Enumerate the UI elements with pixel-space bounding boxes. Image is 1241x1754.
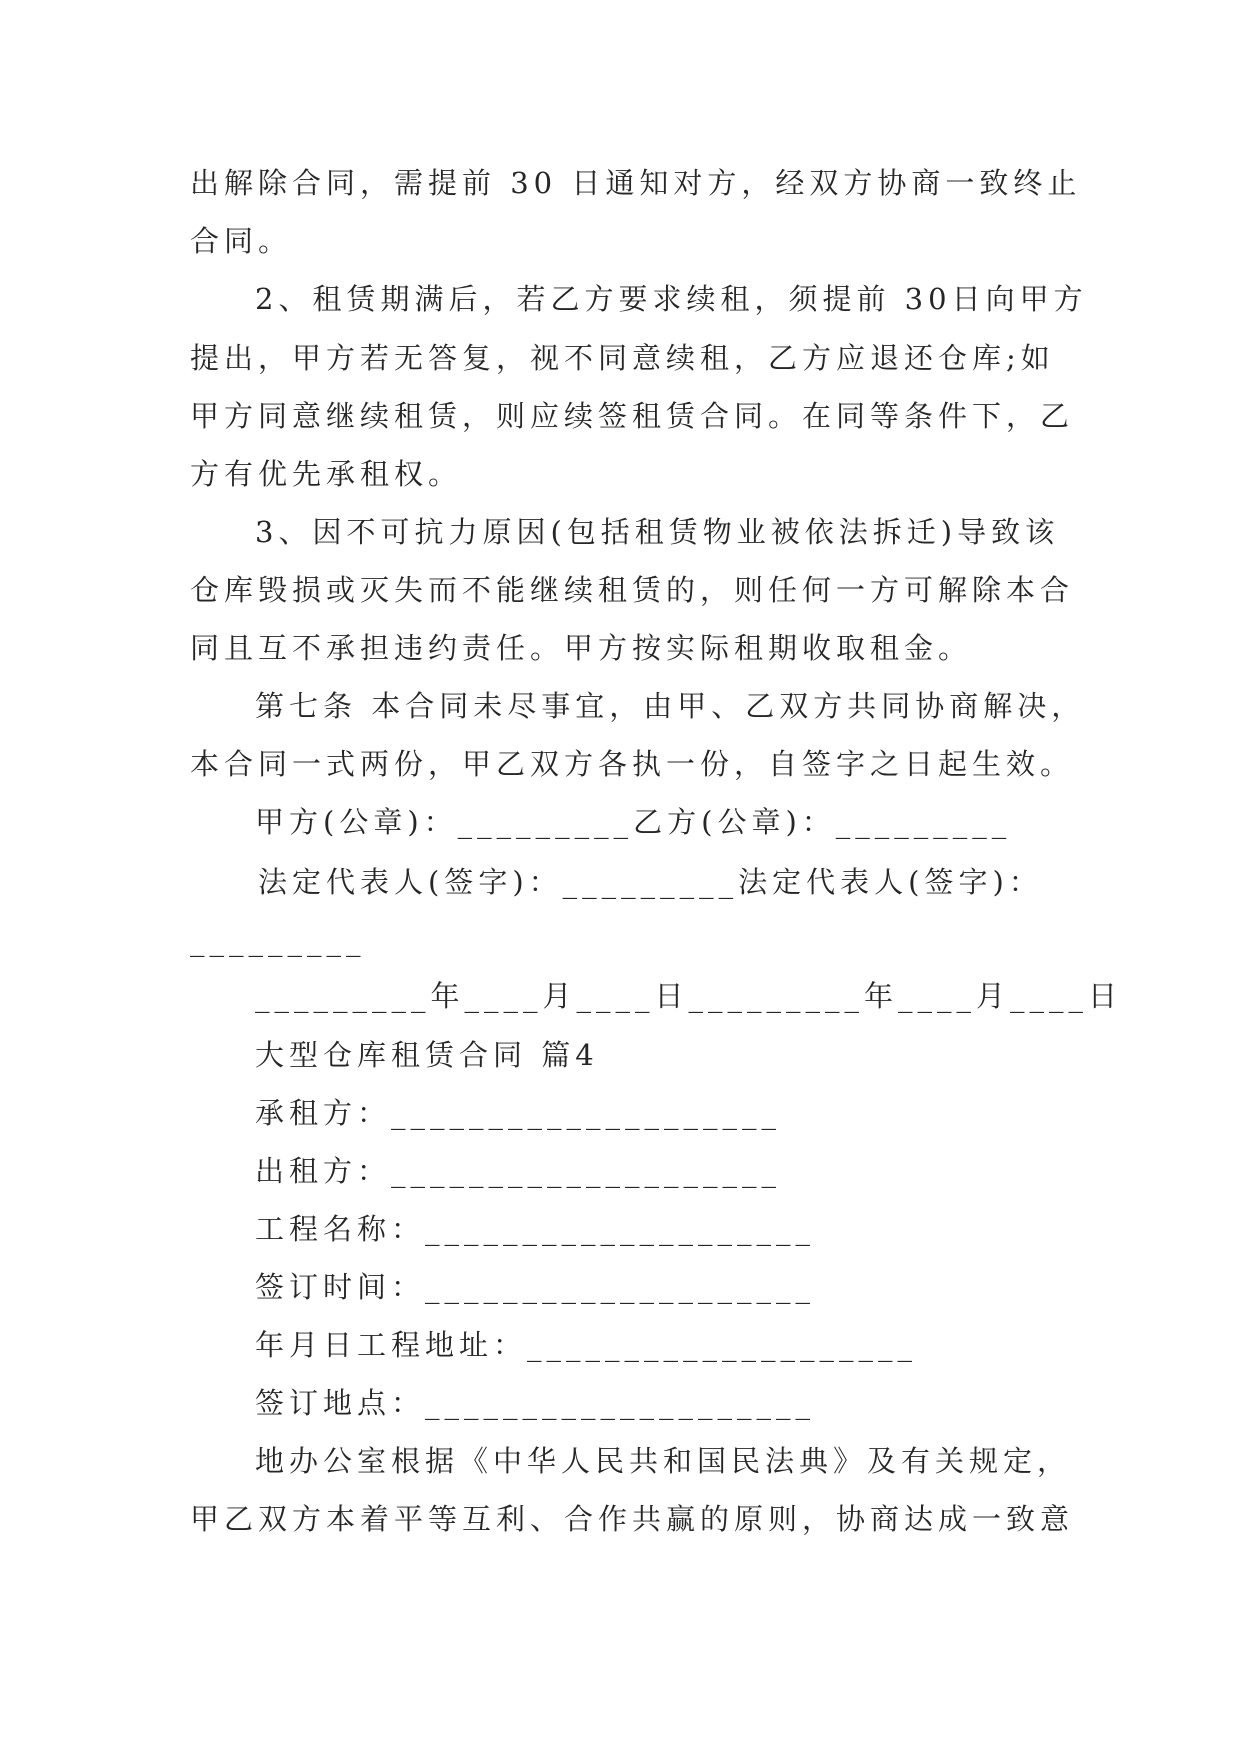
signature-blank: _________ — [190, 923, 366, 957]
body-line: 3、因不可抗力原因(包括租赁物业被依法拆迁)导致该 — [255, 515, 1060, 549]
body-line: 同且互不承担违约责任。甲方按实际租期收取租金。 — [190, 631, 973, 665]
body-line: 合同。 — [190, 224, 293, 258]
field-project-name: 工程名称：____________________ — [255, 1212, 816, 1246]
field-signing-time: 签订时间：____________________ — [255, 1270, 816, 1304]
body-line: 本合同一式两份，甲乙双方各执一份，自签字之日起生效。 — [190, 747, 1075, 781]
signature-line-seal: 甲方(公章)：_________乙方(公章)：_________ — [255, 805, 1012, 839]
body-line: 提出，甲方若无答复，视不同意续租，乙方应退还仓库;如 — [190, 341, 1055, 375]
field-lessee: 承租方：____________________ — [255, 1096, 782, 1130]
field-project-address: 年月日工程地址：____________________ — [255, 1328, 918, 1362]
body-line: 地办公室根据《中华人民共和国民法典》及有关规定， — [255, 1444, 1072, 1478]
date-line: _________年____月____日_________年____月____日 — [255, 979, 1123, 1013]
body-line: 出解除合同，需提前 30 日通知对方，经双方协商一致终止 — [190, 166, 1082, 200]
body-line: 甲方同意继续租赁，则应续签租赁合同。在同等条件下，乙 — [190, 399, 1075, 433]
section-title: 大型仓库租赁合同 篇4 — [255, 1038, 599, 1072]
article-heading-line: 第七条 本合同未尽事宜，由甲、乙双方共同协商解决， — [255, 689, 1086, 723]
body-line: 仓库毁损或灭失而不能继续租赁的，则任何一方可解除本合 — [190, 573, 1075, 607]
body-line: 2、租赁期满后，若乙方要求续租，须提前 30日向甲方 — [255, 282, 1088, 316]
body-line: 方有优先承租权。 — [190, 457, 463, 491]
body-line: 甲乙双方本着平等互利、合作共赢的原则，协商达成一致意 — [190, 1502, 1075, 1536]
signature-line-representative: 法定代表人(签字)：_________法定代表人(签字)： — [258, 865, 1043, 899]
field-lessor: 出租方：____________________ — [255, 1154, 782, 1188]
field-signing-place: 签订地点：____________________ — [255, 1386, 816, 1420]
